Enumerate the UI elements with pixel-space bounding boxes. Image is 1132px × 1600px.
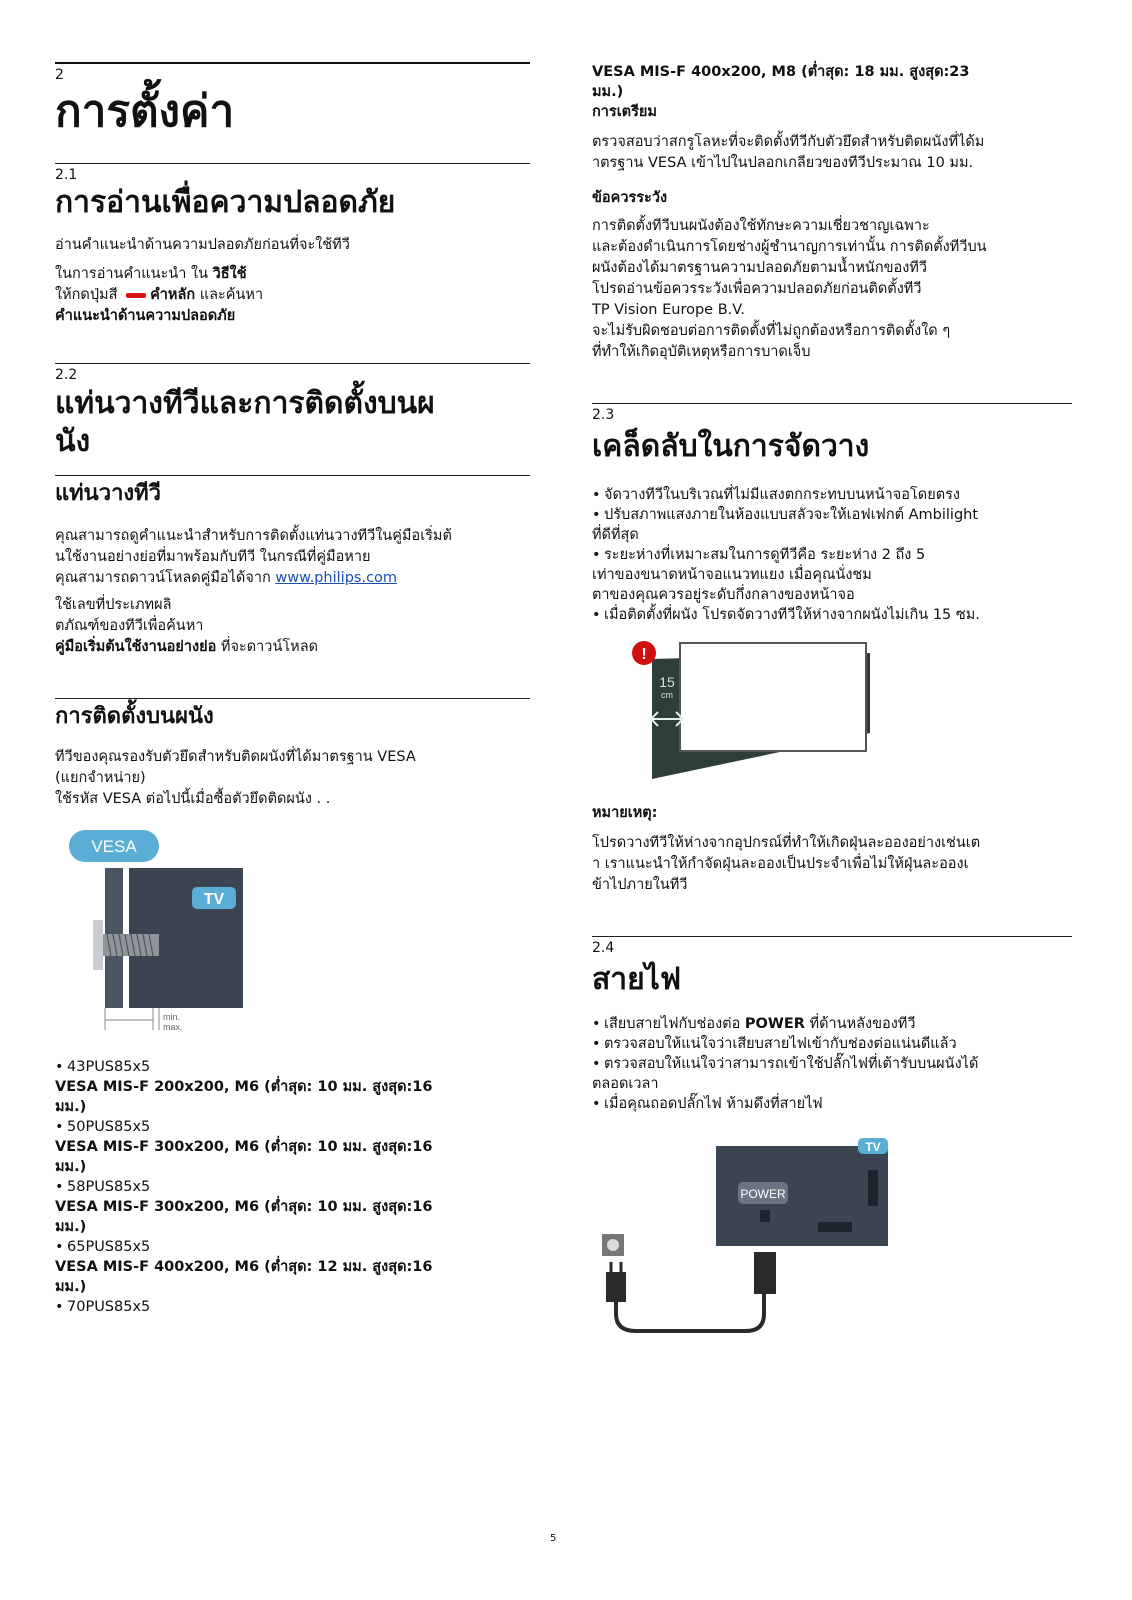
list-item: • 43PUS85x5 <box>55 1059 151 1075</box>
paragraph: ใช้รหัส VESA ต่อไปนี้เมื่อซื้อตัวยึดติดผนัง . . <box>55 791 331 807</box>
subsection-divider <box>55 475 530 476</box>
list-item: • ปรับสภาพแสงภายในห้องแบบสลัวจะให้เอฟเฟกต์ Ambilight <box>592 507 979 523</box>
section-divider <box>55 163 530 164</box>
list-item: • จัดวางทีวีในบริเวณที่ไม่มีแสงตกกระทบบนหน้าจอโดยตรง <box>592 487 960 503</box>
list-item: • 50PUS85x5 <box>55 1119 151 1135</box>
vesa-spec: มม.) <box>55 1219 87 1235</box>
section-title: การอ่านเพื่อความปลอดภัย <box>55 185 396 220</box>
vesa-spec: VESA MIS-F 300x200, M6 (ต่ำสุด: 10 มม. สูงสุด:16 <box>55 1139 433 1155</box>
power-cable <box>616 1294 764 1331</box>
list-item: • เมื่อติดตั้งที่ผนัง โปรดจัดวางทีวีให้ห่างจากผนังไม่เกิน 15 ซม. <box>592 607 980 623</box>
paragraph: ข้าไปภายในทีวี <box>592 877 688 893</box>
power-plug <box>606 1272 626 1302</box>
vesa-mount-illustration <box>69 830 269 1035</box>
power-cable-connector <box>754 1252 776 1294</box>
paragraph: ให้กดปุ่มสี คำหลัก และค้นหา <box>55 287 264 303</box>
vesa-spec: VESA MIS-F 200x200, M6 (ต่ำสุด: 10 มม. สูงสุด:16 <box>55 1079 433 1095</box>
section-divider <box>55 363 530 364</box>
max-label: max. <box>163 1022 183 1032</box>
wall-distance-illustration <box>630 639 870 779</box>
list-item-cont: ที่ดีที่สุด <box>592 527 639 543</box>
subsection-title: แท่นวางทีวี <box>55 481 162 506</box>
vesa-spec: มม.) <box>592 84 624 100</box>
vesa-spec: มม.) <box>55 1099 87 1115</box>
paragraph: คุณสามารถดาวน์โหลดคู่มือได้จาก www.philips.com <box>55 570 398 586</box>
subsection-divider <box>55 698 530 699</box>
note-title: หมายเหตุ: <box>592 805 658 821</box>
vesa-spec: VESA MIS-F 400x200, M6 (ต่ำสุด: 12 มม. สูงสุด:16 <box>55 1259 433 1275</box>
list-item: • 65PUS85x5 <box>55 1239 151 1255</box>
paragraph: คู่มือเริ่มต้นใช้งานอย่างย่อ ที่จะดาวน์โหลด <box>55 639 319 655</box>
section-number: 2.4 <box>592 940 615 956</box>
vesa-badge-label: VESA <box>91 837 137 856</box>
section-title: สายไฟ <box>592 962 682 997</box>
section-title: แท่นวางทีวีและการติดตั้งบนผ นัง <box>55 386 435 459</box>
section-divider <box>55 62 530 64</box>
distance-unit: cm <box>661 690 673 700</box>
list-item: • ตรวจสอบให้แน่ใจว่าเสียบสายไฟเข้ากับช่องต่อแน่นดีแล้ว <box>592 1036 957 1052</box>
red-color-key-icon <box>126 293 146 298</box>
caution-title: ข้อควรระวัง <box>592 190 668 206</box>
vesa-spec: VESA MIS-F 400x200, M8 (ต่ำสุด: 18 มม. สูงสุด:23 <box>592 64 970 80</box>
list-item: • 70PUS85x5 <box>55 1299 151 1315</box>
tv-connector <box>868 1170 878 1206</box>
list-item: • ตรวจสอบให้แน่ใจว่าสามารถเข้าใช้ปลั๊กไฟที่เต้ารับบนผนังได้ <box>592 1056 979 1072</box>
list-item-cont: เท่าของขนาดหน้าจอแนวทแยง เมื่อคุณนั่งชม <box>592 567 872 583</box>
paragraph: นใช้งานอย่างย่อที่มาพร้อมกับทีวี ในกรณีที่คู่มือหาย <box>55 549 371 565</box>
section-title: เคล็ดลับในการจัดวาง <box>592 429 870 464</box>
list-item: • เมื่อคุณถอดปลั๊กไฟ ห้ามดึงที่สายไฟ <box>592 1096 823 1112</box>
list-item: • ระยะห่างที่เหมาะสมในการดูทีวีคือ ระยะห่าง 2 ถึง 5 <box>592 547 926 563</box>
vesa-model-list <box>55 1057 530 1317</box>
tv-badge-label: TV <box>203 891 225 908</box>
section-divider <box>592 936 1072 937</box>
screw-head <box>93 920 103 970</box>
paragraph: ทีวีของคุณรองรับตัวยึดสำหรับติดผนังที่ได้มาตรฐาน VESA <box>55 749 416 765</box>
paragraph: คุณสามารถดูคำแนะนำสำหรับการติดตั้งแท่นวางทีวีในคู่มือเริ่มต้ <box>55 528 452 544</box>
vesa-spec: VESA MIS-F 300x200, M6 (ต่ำสุด: 10 มม. สูงสุด:16 <box>55 1199 433 1215</box>
distance-number: 15 <box>659 674 675 690</box>
svg-text:!: ! <box>641 646 647 663</box>
power-cable-illustration <box>596 1136 896 1336</box>
list-item: • 58PUS85x5 <box>55 1179 151 1195</box>
paragraph: คำแนะนำด้านความปลอดภัย <box>55 308 236 324</box>
caution-text: การติดตั้งทีวีบนผนังต้องใช้ทักษะความเชี่ยวชาญเฉพาะ และต้องดำเนินการโดยช่างผู้ชำนาญการเท่านั้น การติดตั้งทีวีบน ผนังต้องได้มาตรฐานความปลอดภัยตามน้ำหนักของทีวี โปรดอ่านข้อควรระวังเพื่อความปลอดภัยก่อนติดตั้งทีวี TP Vision Europe B.V. จะไม่รับผิดชอบต่อการติดตั้งที่ไม่ถูกต้องหรือการติดตั้งใด ๆ ที่ทำให้เกิดอุบัติเหตุหรือการบาดเจ็บ <box>592 218 987 360</box>
paragraph: า เราแนะนำให้กำจัดฝุ่นละอองเป็นประจำเพื่อไม่ให้ฝุ่นละอองเ <box>592 856 969 872</box>
vesa-spec: มม.) <box>55 1159 87 1175</box>
paragraph: ในการอ่านคำแนะนำ ใน วิธีใช้ <box>55 266 247 282</box>
paragraph: ใช้เลขที่ประเภทผลิ <box>55 597 172 613</box>
paragraph: ตภัณฑ์ของทีวีเพื่อค้นหา <box>55 618 204 634</box>
paragraph: อ่านคำแนะนำด้านความปลอดภัยก่อนที่จะใช้ทีวี <box>55 237 350 253</box>
tv-screen <box>680 643 866 751</box>
paragraph: ตรวจสอบว่าสกรูโลหะที่จะติดตั้งทีวีกับตัวยึดสำหรับติดผนังที่ได้ม <box>592 134 985 150</box>
power-socket <box>760 1210 770 1222</box>
section-number: 2 <box>55 67 64 83</box>
subsection-title: การติดตั้งบนผนัง <box>55 704 214 729</box>
vesa-spec: มม.) <box>55 1279 87 1295</box>
tv-connector <box>818 1222 852 1232</box>
min-label: min. <box>163 1012 181 1022</box>
right-column <box>592 62 1082 1336</box>
paragraph: โปรดวางทีวีให้ห่างจากอุปกรณ์ที่ทำให้เกิดฝุ่นละอองอย่างเช่นเต <box>592 835 981 851</box>
page-number: 5 <box>550 1533 557 1544</box>
section-divider <box>592 403 1072 404</box>
paragraph: าตรฐาน VESA เข้าไปในปลอกเกลียวของทีวีประมาณ 10 มม. <box>592 155 974 171</box>
section-number: 2.2 <box>55 367 78 383</box>
list-item-cont: ตลอดเวลา <box>592 1076 659 1092</box>
chapter-title: การตั้งค่า <box>55 86 235 137</box>
list-item-cont: ตาของคุณควรอยู่ระดับกึ่งกลางของหน้าจอ <box>592 587 855 603</box>
list-item: • เสียบสายไฟกับช่องต่อ POWER ที่ด้านหลังของทีวี <box>592 1016 916 1032</box>
paragraph: (แยกจำหน่าย) <box>55 770 146 786</box>
tv-badge-label: TV <box>865 1140 881 1154</box>
philips-link[interactable]: www.philips.com <box>275 570 398 586</box>
power-port-label: POWER <box>740 1187 786 1201</box>
left-column <box>55 62 530 1317</box>
section-number: 2.3 <box>592 407 615 423</box>
section-number: 2.1 <box>55 167 78 183</box>
preparation-title: การเตรียม <box>592 104 657 120</box>
